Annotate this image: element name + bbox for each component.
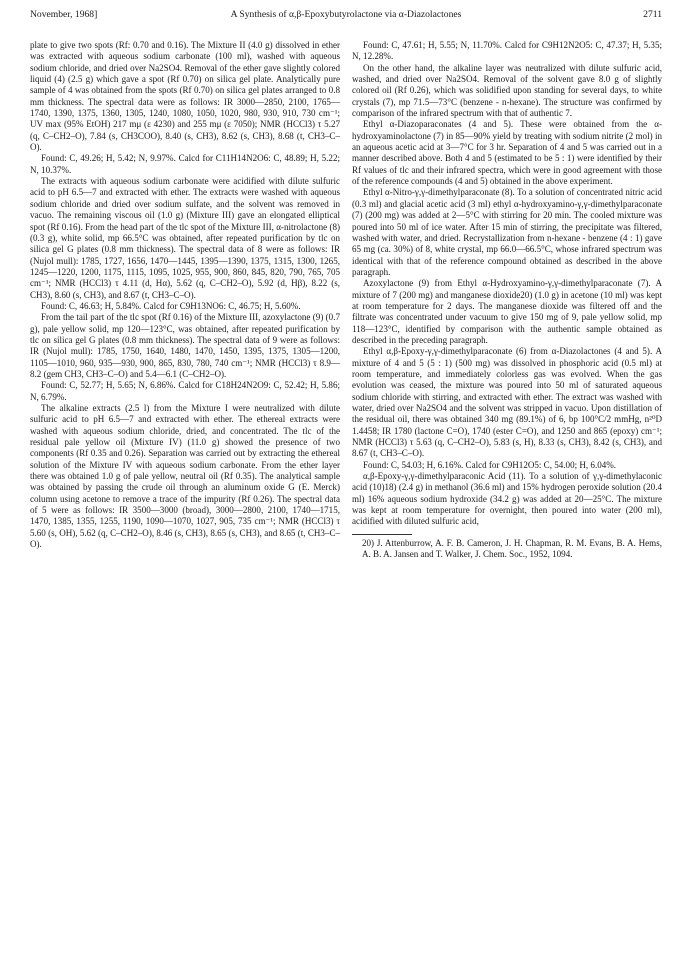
paragraph: From the tail part of the tlc spot (Rf 0.16) of the Mixture III, azoxylactone (9) (0.7 g), pale yellow solid, mp 120—123°C, was obtained, after repeated purification by tlc on silica gel G plates (0.8 mm thickness). The spectral data of 9 were as follows: IR (Nujol mull): 1785, 1750, 1640, 1480, 1470, 1450, 1395, 1375, 1305—1200, 1105—1010, 960, 935—930, 900, 865, 830, 780, 740 cm⁻¹; NMR (HCCl3) τ 8.9—8.2 (gem CH3, CH3–C–O) and 5.4—6.1 (C–CH2–O). (30, 312, 340, 379)
footnote-divider (352, 534, 412, 535)
header-title: A Synthesis of α,β-Epoxybutyrolactone via α-Diazolactones (230, 9, 462, 20)
footnote: 20) J. Attenburrow, A. F. B. Cameron, J. H. Chapman, R. M. Evans, B. A. Hems, A. B. A. Jansen and T. Walker, J. Chem. Soc., 1952, 1094. (362, 537, 662, 560)
section-paragraph: Ethyl α,β-Epoxy-γ,γ-dimethylparaconate (6) from α-Diazolactones (4 and 5). A mixture of 4 and 5 (5 : 1) (500 mg) was dissolved in phosphoric acid (0.5 ml) at room temperature, and immediately colorless gas was evolved. When the gas evolution was ceased, the mixture was poured into 50 ml of saturated aqueous sodium chloride with stirring, and extracted with ether. The extract was washed with water, dried over Na2SO4 and the solvent was stripped in vacuo. Upon distillation of the residual oil, there was obtained 340 mg (89.1%) of 6, bp 100°C/2 mmHg, n²⁰D 1.4458; IR 1780 (lactone C=O), 1740 (ester C=O), and 1250 and 865 (epoxy) cm⁻¹; NMR (HCCl3) τ 5.63 (q, C–CH2–O), 5.83 (s, H), 8.33 (s, CH3), 8.42 (s, CH3), and 8.67 (t, CH3–C–O). (352, 346, 662, 459)
section-paragraph: Ethyl α-Diazoparaconates (4 and 5). These were obtained from the α-hydroxyaminolactone (7) in 85—90% yield by treating with sodium nitrite (2 mol) in an aqueous acetic acid at 3—7°C for 3 hr. Separation of 4 and 5 was carried out in a manner described above. Both 4 and 5 (estimated to be 5 : 1) were identified by their Rf values of tlc and their infrared spectra, which were in good agreement with those of the reference compounds (4 and 5) obtained in the above experiment. (352, 119, 662, 187)
paragraph: Found: C, 49.26; H, 5.42; N, 9.97%. Calcd for C11H14N2O6: C, 48.89; H, 5.22; N, 10.37%. (30, 153, 340, 175)
paragraph: plate to give two spots (Rf: 0.70 and 0.16). The Mixture II (4.0 g) dissolved in ether was extracted with aqueous sodium carbonate (100 ml), washed with aqueous sodium chloride, and dried over Na2SO4. Removal of the ether gave slightly colored liquid (4) (2.5 g) which gave a spot (Rf 0.70) on silica gel plate. Analytically pure sample of 4 was obtained from the spots (Rf 0.70) on silica gel plates arranged to 0.8 mm thickness. The spectral data were as follows: IR 3000—2850, 2100, 1765—1740, 1390, 1375, 1360, 1305, 1240, 1080, 1050, 1020, 980, 930, 910, 730 cm⁻¹; UV max (95% EtOH) 217 mμ (ε 4230) and 255 mμ (ε 7050); NMR (HCCl3) τ 5.27 (q, C–CH2–O), 7.84 (s, CH3COO), 8.40 (s, CH3), 8.62 (s, CH3), 8.68 (t, CH3–C–O). (30, 40, 340, 153)
paragraph: Found: C, 54.03; H, 6.16%. Calcd for C9H12O5: C, 54.00; H, 6.04%. (363, 459, 617, 470)
section-paragraph: α,β-Epoxy-γ,γ-dimethylparaconic Acid (11). To a solution of γ,γ-dimethylaconic acid (10)18) (2.4 g) in methanol (36.6 ml) and 15% hydrogen peroxide solution (20.4 ml) 16% aqueous sodium hydroxide (34.2 g) was added at 20—25°C. The mixture was kept at room temperature for overnight, then poured into water (200 ml), acidified with diluted sulfuric acid, (352, 471, 662, 527)
paragraph: The extracts with aqueous sodium carbonate were acidified with dilute sulfuric acid to pH 6.5—7 and extracted with ether. The extracts were washed with aqueous sodium chloride and dried over sodium sulfate, and the solvent was removed in vacuo. The remaining viscous oil (1.0 g) (Mixture III) gave an elongated elliptical spot (Rf 0.16). From the head part of the tlc spot of the Mixture III, α-nitrolactone (8) (0.3 g), white solid, mp 66.5°C was obtained, after repeated purification by tlc on silica gel G plates (0.8 mm thickness). The spectral data of 8 were as follows: IR (Nujol mull): 1785, 1727, 1656, 1470—1445, 1395—1390, 1375, 1315, 1300, 1265, 1245—1220, 1200, 1175, 1115, 1095, 1025, 955, 900, 860, 845, 820, 790, 765, 705 cm⁻¹; NMR (HCCl3) τ 4.11 (d, Hα), 5.62 (q, C–CH2–O), 5.92 (d, Hβ), 8.22 (s, CH3), 8.60 (s, CH3), and 8.67 (t, CH3–C–O). (30, 176, 340, 300)
paragraph: Found: C, 46.63; H, 5.84%. Calcd for C9H13NO6: C, 46.75; H, 5.60%. (41, 300, 301, 311)
right-column (352, 40, 662, 560)
page-number: 2711 (643, 9, 662, 20)
paragraph: The alkaline extracts (2.5 l) from the Mixture I were neutralized with dilute sulfuric acid to pH 6.5—7 and extracted with ether. The ethereal extracts were washed with aqueous sodium chloride, dried, and concentrated. The tlc of the residual pale yellow oil (Mixture IV) (11.0 g) showed the presence of two components (Rf 0.35 and 0.26). Separation was carried out by extracting the ethereal solution of the Mixture IV with aqueous sodium carbonate. From the ether layer there was obtained 1.0 g of pale yellow, neutral oil (Rf 0.35). The analytical sample was obtained by passing the crude oil through an aluminum oxide G (E. Merck) column using acetone to remove a trace of the impurity (Rf 0.26). The spectral data of 5 were as follows: IR 3500—3000 (broad), 3000—2800, 2100, 1740—1715, 1470, 1385, 1355, 1255, 1190, 1090—1070, 1027, 905, 735 cm⁻¹; NMR (HCCl3) τ 5.60 (s, OH), 5.62 (q, C–CH2–O), 8.46 (s, CH3), 8.65 (s, CH3), and 8.65 (t, CH3–C–O). (30, 403, 340, 550)
running-header (30, 8, 662, 22)
header-date: November, 1968] (30, 9, 98, 20)
left-column (30, 40, 340, 550)
section-paragraph: Ethyl α-Nitro-γ,γ-dimethylparaconate (8). To a solution of concentrated nitric acid (0.3 ml) and glacial acetic acid (3 ml) ethyl α-hydroxyamino-γ,γ-dimethylparaconate (7) (200 mg) was added at 2—5°C with stirring for 20 min. The cooled mixture was poured into 50 ml of ice water. After 15 min of stirring, the precipitate was filtered, washed with water, and dried. Recrystallization from n-hexane - benzene (4 : 1) gave 65 mg (ca. 30%) of 8, white crystal, mp 66.0—66.5°C, whose infrared spectrum was identical with that of the reference compound obtained as described in the above paragraph. (352, 187, 662, 277)
paragraph: Found: C, 52.77; H, 5.65; N, 6.86%. Calcd for C18H24N2O9: C, 52.42; H, 5.86; N, 6.79%. (30, 380, 340, 402)
paragraph: On the other hand, the alkaline layer was neutralized with dilute sulfuric acid, washed, and dried over Na2SO4. Removal of the solvent gave 8.0 g of slightly colored oil (Rf 0.26), which was solidified upon standing for several days, to white crystals (7), mp 71.5—73°C (benzene - n-hexane). The structure was confirmed by comparison of the infrared spectrum with that of authentic 7. (352, 62, 662, 119)
paragraph: Found: C, 47.61; H, 5.55; N, 11.70%. Calcd for C9H12N2O5: C, 47.37; H, 5.35; N, 12.28%. (352, 40, 662, 62)
section-paragraph: Azoxylactone (9) from Ethyl α-Hydroxyamino-γ,γ-dimethylparaconate (7). A mixture of 7 (200 mg) and manganese dioxide20) (1.0 g) in acetone (10 ml) was kept at room temperature for 2 days. The manganese dioxide was filtered off and the filtrate was concentrated under vacuum to give 150 mg of 9, pale yellow solid, mp 118—123°C, identified by comparison with the authentic sample obtained as described in the preceding paragraph. (352, 278, 662, 345)
